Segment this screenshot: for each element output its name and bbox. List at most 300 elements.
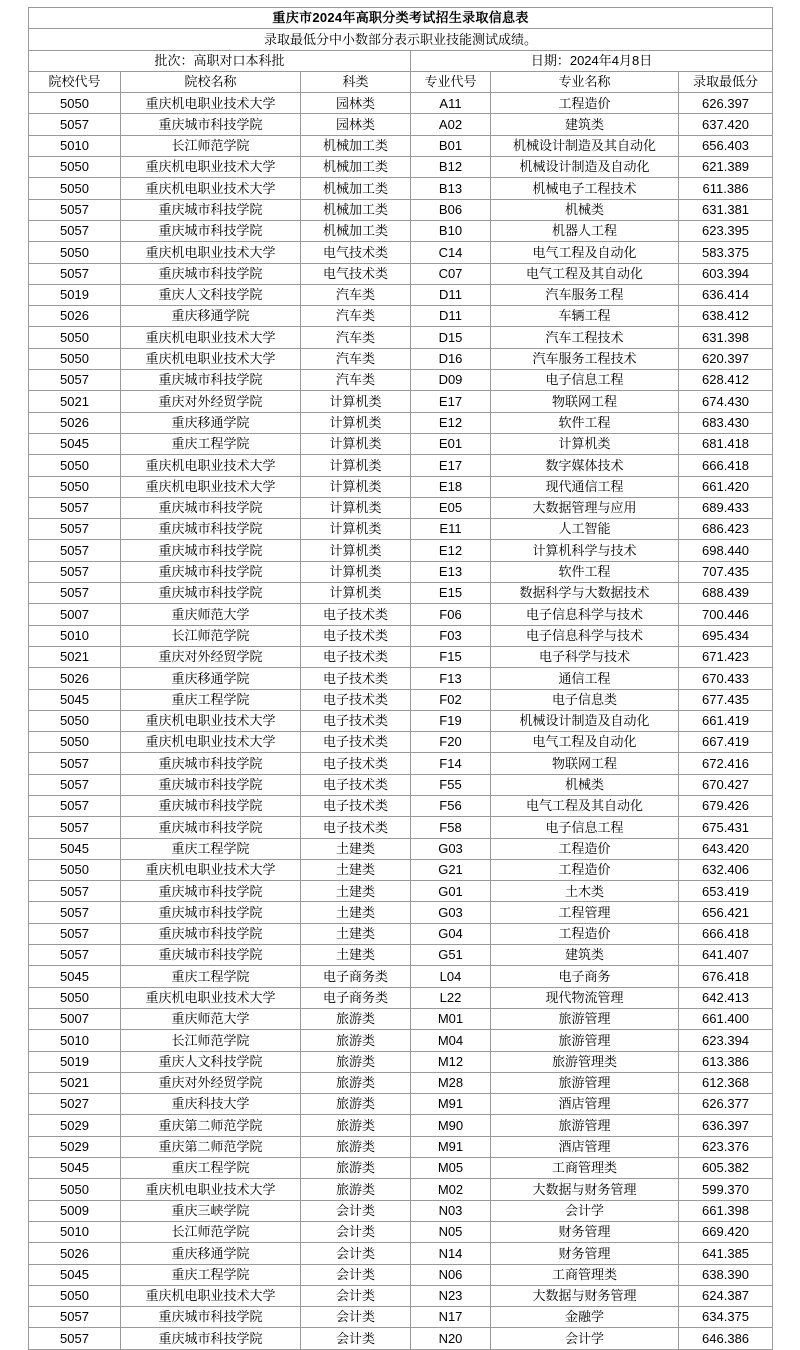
cell-major-name: 酒店管理 — [491, 1094, 679, 1115]
cell-major-code: F20 — [411, 732, 491, 753]
cell-major-code: N14 — [411, 1243, 491, 1264]
cell-major-name: 电气工程及自动化 — [491, 242, 679, 263]
cell-major-code: M04 — [411, 1030, 491, 1051]
table-row — [29, 710, 773, 731]
cell-major-name: 大数据管理与应用 — [491, 497, 679, 518]
cell-school-name: 重庆移通学院 — [121, 306, 301, 327]
cell-category: 电子商务类 — [301, 987, 411, 1008]
cell-major-name: 物联网工程 — [491, 391, 679, 412]
table-row — [29, 838, 773, 859]
cell-major-name: 电子科学与技术 — [491, 646, 679, 667]
table-row — [29, 135, 773, 156]
cell-school-code: 5009 — [29, 1200, 121, 1221]
cell-min-score: 667.419 — [679, 732, 773, 753]
cell-category: 旅游类 — [301, 1008, 411, 1029]
table-row — [29, 732, 773, 753]
cell-major-code: N03 — [411, 1200, 491, 1221]
cell-major-code: E15 — [411, 583, 491, 604]
cell-major-name: 机械设计制造及其自动化 — [491, 135, 679, 156]
cell-school-name: 重庆城市科技学院 — [121, 881, 301, 902]
col-header-school-name[interactable]: 院校名称 — [121, 71, 301, 92]
cell-school-code: 5050 — [29, 732, 121, 753]
cell-school-name: 重庆城市科技学院 — [121, 795, 301, 816]
cell-school-code: 5010 — [29, 1221, 121, 1242]
cell-major-code: M02 — [411, 1179, 491, 1200]
table-row — [29, 114, 773, 135]
cell-major-name: 计算机科学与技术 — [491, 540, 679, 561]
table-row — [29, 519, 773, 540]
cell-major-name: 计算机类 — [491, 433, 679, 454]
table-row — [29, 1221, 773, 1242]
cell-school-code: 5057 — [29, 774, 121, 795]
col-header-category[interactable]: 科类 — [301, 71, 411, 92]
cell-major-code: N17 — [411, 1307, 491, 1328]
cell-major-code: D15 — [411, 327, 491, 348]
cell-major-name: 酒店管理 — [491, 1136, 679, 1157]
cell-school-code: 5050 — [29, 859, 121, 880]
cell-school-code: 5010 — [29, 625, 121, 646]
cell-school-name: 重庆人文科技学院 — [121, 1051, 301, 1072]
cell-min-score: 623.395 — [679, 220, 773, 241]
table-row — [29, 625, 773, 646]
table-row — [29, 476, 773, 497]
cell-school-code: 5021 — [29, 646, 121, 667]
cell-school-name: 重庆工程学院 — [121, 433, 301, 454]
cell-category: 电气技术类 — [301, 263, 411, 284]
cell-school-name: 重庆机电职业技术大学 — [121, 242, 301, 263]
cell-school-code: 5050 — [29, 987, 121, 1008]
cell-school-code: 5057 — [29, 795, 121, 816]
table-row — [29, 987, 773, 1008]
cell-school-code: 5045 — [29, 838, 121, 859]
cell-school-code: 5050 — [29, 348, 121, 369]
cell-major-code: G21 — [411, 859, 491, 880]
cell-major-name: 工商管理类 — [491, 1264, 679, 1285]
cell-category: 电子技术类 — [301, 774, 411, 795]
score-note: 录取最低分中小数部分表示职业技能测试成绩。 — [29, 29, 773, 50]
cell-min-score: 637.420 — [679, 114, 773, 135]
cell-category: 旅游类 — [301, 1179, 411, 1200]
cell-school-code: 5057 — [29, 881, 121, 902]
cell-school-name: 长江师范学院 — [121, 135, 301, 156]
cell-school-name: 重庆城市科技学院 — [121, 220, 301, 241]
cell-major-name: 会计学 — [491, 1328, 679, 1349]
cell-major-name: 大数据与财务管理 — [491, 1285, 679, 1306]
cell-min-score: 670.433 — [679, 668, 773, 689]
cell-school-code: 5057 — [29, 263, 121, 284]
cell-school-code: 5045 — [29, 433, 121, 454]
batch-label: 批次：高职对口本科批 — [29, 50, 411, 71]
cell-major-code: D11 — [411, 284, 491, 305]
cell-category: 旅游类 — [301, 1094, 411, 1115]
cell-school-code: 5057 — [29, 370, 121, 391]
cell-category: 会计类 — [301, 1264, 411, 1285]
cell-min-score: 661.400 — [679, 1008, 773, 1029]
cell-min-score: 707.435 — [679, 561, 773, 582]
cell-major-code: E17 — [411, 455, 491, 476]
cell-min-score: 656.403 — [679, 135, 773, 156]
title-row — [29, 8, 773, 29]
cell-major-name: 机械设计制造及自动化 — [491, 157, 679, 178]
cell-min-score: 623.376 — [679, 1136, 773, 1157]
col-header-school-code[interactable]: 院校代号 — [29, 71, 121, 92]
cell-major-code: E12 — [411, 412, 491, 433]
cell-category: 电子技术类 — [301, 625, 411, 646]
cell-major-code: N20 — [411, 1328, 491, 1349]
cell-category: 机械加工类 — [301, 135, 411, 156]
cell-min-score: 661.420 — [679, 476, 773, 497]
cell-school-name: 重庆机电职业技术大学 — [121, 327, 301, 348]
cell-school-code: 5050 — [29, 1285, 121, 1306]
cell-school-code: 5007 — [29, 1008, 121, 1029]
cell-category: 汽车类 — [301, 348, 411, 369]
cell-school-code: 5019 — [29, 284, 121, 305]
cell-major-name: 旅游管理 — [491, 1030, 679, 1051]
cell-major-code: E01 — [411, 433, 491, 454]
cell-school-name: 重庆城市科技学院 — [121, 519, 301, 540]
cell-min-score: 675.431 — [679, 817, 773, 838]
table-row — [29, 1072, 773, 1093]
cell-school-name: 重庆第二师范学院 — [121, 1115, 301, 1136]
cell-category: 机械加工类 — [301, 157, 411, 178]
col-header-min-score[interactable]: 录取最低分 — [679, 71, 773, 92]
cell-min-score: 677.435 — [679, 689, 773, 710]
cell-major-code: N06 — [411, 1264, 491, 1285]
cell-school-code: 5057 — [29, 1328, 121, 1349]
cell-major-code: M12 — [411, 1051, 491, 1072]
cell-major-code: E18 — [411, 476, 491, 497]
cell-major-name: 工程造价 — [491, 838, 679, 859]
table-row — [29, 497, 773, 518]
table-row — [29, 604, 773, 625]
cell-school-name: 重庆城市科技学院 — [121, 774, 301, 795]
cell-major-code: E12 — [411, 540, 491, 561]
cell-category: 旅游类 — [301, 1030, 411, 1051]
cell-school-name: 重庆对外经贸学院 — [121, 1072, 301, 1093]
cell-school-code: 5029 — [29, 1115, 121, 1136]
cell-major-name: 机器人工程 — [491, 220, 679, 241]
cell-school-code: 5029 — [29, 1136, 121, 1157]
cell-major-code: E13 — [411, 561, 491, 582]
cell-school-code: 5021 — [29, 391, 121, 412]
cell-major-code: F06 — [411, 604, 491, 625]
cell-min-score: 686.423 — [679, 519, 773, 540]
cell-min-score: 613.386 — [679, 1051, 773, 1072]
table-row — [29, 561, 773, 582]
cell-major-code: F13 — [411, 668, 491, 689]
cell-school-code: 5045 — [29, 1264, 121, 1285]
cell-major-name: 现代物流管理 — [491, 987, 679, 1008]
cell-min-score: 628.412 — [679, 370, 773, 391]
cell-min-score: 631.398 — [679, 327, 773, 348]
cell-category: 会计类 — [301, 1243, 411, 1264]
cell-major-code: F56 — [411, 795, 491, 816]
cell-category: 机械加工类 — [301, 199, 411, 220]
cell-school-name: 重庆机电职业技术大学 — [121, 455, 301, 476]
table-row — [29, 817, 773, 838]
date-label: 日期：2024年4月8日 — [411, 50, 773, 71]
cell-major-code: M01 — [411, 1008, 491, 1029]
cell-major-code: F19 — [411, 710, 491, 731]
table-row — [29, 1158, 773, 1179]
cell-major-code: F58 — [411, 817, 491, 838]
cell-major-code: G51 — [411, 945, 491, 966]
table-row — [29, 1307, 773, 1328]
col-header-major-name[interactable]: 专业名称 — [491, 71, 679, 92]
cell-school-name: 重庆城市科技学院 — [121, 263, 301, 284]
table-row — [29, 1051, 773, 1072]
cell-major-name: 汽车服务工程 — [491, 284, 679, 305]
cell-major-name: 金融学 — [491, 1307, 679, 1328]
cell-major-code: E05 — [411, 497, 491, 518]
table-row — [29, 412, 773, 433]
cell-min-score: 681.418 — [679, 433, 773, 454]
table-row — [29, 327, 773, 348]
cell-min-score: 605.382 — [679, 1158, 773, 1179]
cell-category: 土建类 — [301, 945, 411, 966]
cell-major-name: 机械电子工程技术 — [491, 178, 679, 199]
cell-min-score: 666.418 — [679, 923, 773, 944]
cell-major-code: B12 — [411, 157, 491, 178]
cell-major-name: 建筑类 — [491, 945, 679, 966]
cell-min-score: 638.390 — [679, 1264, 773, 1285]
table-header-row — [29, 71, 773, 92]
cell-school-name: 重庆城市科技学院 — [121, 540, 301, 561]
cell-major-name: 工程造价 — [491, 859, 679, 880]
table-row — [29, 263, 773, 284]
cell-min-score: 642.413 — [679, 987, 773, 1008]
cell-category: 电气技术类 — [301, 242, 411, 263]
cell-school-code: 5050 — [29, 93, 121, 114]
cell-category: 电子技术类 — [301, 668, 411, 689]
cell-category: 汽车类 — [301, 306, 411, 327]
cell-category: 电子技术类 — [301, 689, 411, 710]
cell-major-name: 汽车工程技术 — [491, 327, 679, 348]
cell-category: 旅游类 — [301, 1115, 411, 1136]
cell-category: 土建类 — [301, 881, 411, 902]
table-row — [29, 1200, 773, 1221]
cell-major-code: N05 — [411, 1221, 491, 1242]
cell-min-score: 661.398 — [679, 1200, 773, 1221]
cell-category: 电子技术类 — [301, 753, 411, 774]
cell-school-code: 5021 — [29, 1072, 121, 1093]
cell-major-code: F02 — [411, 689, 491, 710]
cell-category: 会计类 — [301, 1328, 411, 1349]
cell-school-name: 重庆城市科技学院 — [121, 497, 301, 518]
cell-category: 计算机类 — [301, 433, 411, 454]
cell-major-code: M91 — [411, 1136, 491, 1157]
cell-major-code: D11 — [411, 306, 491, 327]
cell-school-name: 重庆城市科技学院 — [121, 817, 301, 838]
cell-major-code: F55 — [411, 774, 491, 795]
cell-major-code: G04 — [411, 923, 491, 944]
cell-major-name: 现代通信工程 — [491, 476, 679, 497]
cell-category: 旅游类 — [301, 1158, 411, 1179]
cell-school-name: 重庆机电职业技术大学 — [121, 987, 301, 1008]
cell-min-score: 623.394 — [679, 1030, 773, 1051]
cell-major-code: B06 — [411, 199, 491, 220]
cell-min-score: 695.434 — [679, 625, 773, 646]
cell-school-name: 重庆科技大学 — [121, 1094, 301, 1115]
cell-school-code: 5026 — [29, 306, 121, 327]
cell-min-score: 638.412 — [679, 306, 773, 327]
cell-major-name: 机械类 — [491, 199, 679, 220]
cell-major-code: E17 — [411, 391, 491, 412]
cell-school-code: 5050 — [29, 327, 121, 348]
cell-major-name: 财务管理 — [491, 1243, 679, 1264]
cell-min-score: 656.421 — [679, 902, 773, 923]
cell-major-code: C07 — [411, 263, 491, 284]
table-row — [29, 1264, 773, 1285]
cell-category: 计算机类 — [301, 412, 411, 433]
cell-min-score: 603.394 — [679, 263, 773, 284]
cell-school-name: 重庆城市科技学院 — [121, 753, 301, 774]
table-row — [29, 348, 773, 369]
cell-school-code: 5057 — [29, 902, 121, 923]
cell-school-code: 5045 — [29, 689, 121, 710]
cell-category: 计算机类 — [301, 497, 411, 518]
col-header-major-code[interactable]: 专业代号 — [411, 71, 491, 92]
cell-major-name: 人工智能 — [491, 519, 679, 540]
cell-min-score: 674.430 — [679, 391, 773, 412]
cell-school-name: 重庆工程学院 — [121, 1264, 301, 1285]
cell-category: 计算机类 — [301, 540, 411, 561]
cell-school-name: 重庆机电职业技术大学 — [121, 710, 301, 731]
cell-school-name: 重庆师范大学 — [121, 604, 301, 625]
cell-category: 计算机类 — [301, 583, 411, 604]
cell-min-score: 621.389 — [679, 157, 773, 178]
cell-school-code: 5050 — [29, 476, 121, 497]
cell-min-score: 611.386 — [679, 178, 773, 199]
cell-major-name: 软件工程 — [491, 561, 679, 582]
cell-school-code: 5057 — [29, 583, 121, 604]
table-row — [29, 689, 773, 710]
cell-school-code: 5057 — [29, 220, 121, 241]
table-row — [29, 242, 773, 263]
cell-min-score: 679.426 — [679, 795, 773, 816]
cell-major-name: 车辆工程 — [491, 306, 679, 327]
cell-min-score: 612.368 — [679, 1072, 773, 1093]
cell-major-name: 软件工程 — [491, 412, 679, 433]
table-row — [29, 1328, 773, 1349]
cell-min-score: 583.375 — [679, 242, 773, 263]
cell-major-name: 电子信息科学与技术 — [491, 625, 679, 646]
cell-school-code: 5050 — [29, 242, 121, 263]
page-title: 重庆市2024年高职分类考试招生录取信息表 — [29, 8, 773, 29]
cell-school-code: 5027 — [29, 1094, 121, 1115]
cell-major-name: 数据科学与大数据技术 — [491, 583, 679, 604]
cell-major-name: 电子商务 — [491, 966, 679, 987]
table-row — [29, 178, 773, 199]
cell-category: 电子技术类 — [301, 732, 411, 753]
cell-min-score: 653.419 — [679, 881, 773, 902]
cell-school-code: 5057 — [29, 519, 121, 540]
cell-school-name: 重庆移通学院 — [121, 1243, 301, 1264]
table-row — [29, 668, 773, 689]
cell-category: 计算机类 — [301, 476, 411, 497]
table-row — [29, 923, 773, 944]
cell-min-score: 620.397 — [679, 348, 773, 369]
cell-category: 计算机类 — [301, 391, 411, 412]
cell-major-code: A11 — [411, 93, 491, 114]
cell-min-score: 661.419 — [679, 710, 773, 731]
cell-major-code: M90 — [411, 1115, 491, 1136]
cell-school-name: 重庆对外经贸学院 — [121, 391, 301, 412]
cell-category: 汽车类 — [301, 327, 411, 348]
cell-major-code: G03 — [411, 902, 491, 923]
cell-school-code: 5026 — [29, 668, 121, 689]
cell-school-name: 长江师范学院 — [121, 1030, 301, 1051]
cell-category: 计算机类 — [301, 455, 411, 476]
table-row — [29, 774, 773, 795]
cell-major-name: 工商管理类 — [491, 1158, 679, 1179]
cell-min-score: 599.370 — [679, 1179, 773, 1200]
cell-min-score: 636.414 — [679, 284, 773, 305]
cell-min-score: 646.386 — [679, 1328, 773, 1349]
cell-category: 会计类 — [301, 1285, 411, 1306]
cell-min-score: 641.385 — [679, 1243, 773, 1264]
admission-table — [28, 7, 773, 1350]
table-row — [29, 646, 773, 667]
cell-school-code: 5050 — [29, 1179, 121, 1200]
table-row — [29, 1008, 773, 1029]
cell-school-name: 重庆工程学院 — [121, 966, 301, 987]
cell-major-code: M05 — [411, 1158, 491, 1179]
cell-school-code: 5050 — [29, 157, 121, 178]
table-row — [29, 540, 773, 561]
cell-school-code: 5057 — [29, 753, 121, 774]
cell-school-name: 重庆机电职业技术大学 — [121, 732, 301, 753]
cell-min-score: 641.407 — [679, 945, 773, 966]
cell-category: 电子技术类 — [301, 646, 411, 667]
cell-school-code: 5057 — [29, 561, 121, 582]
cell-category: 土建类 — [301, 902, 411, 923]
cell-school-name: 重庆机电职业技术大学 — [121, 859, 301, 880]
cell-category: 电子技术类 — [301, 795, 411, 816]
cell-school-code: 5007 — [29, 604, 121, 625]
cell-school-name: 重庆机电职业技术大学 — [121, 476, 301, 497]
cell-school-name: 重庆城市科技学院 — [121, 1307, 301, 1328]
cell-school-code: 5057 — [29, 1307, 121, 1328]
cell-min-score: 670.427 — [679, 774, 773, 795]
cell-school-code: 5026 — [29, 1243, 121, 1264]
table-row — [29, 1136, 773, 1157]
cell-major-name: 旅游管理 — [491, 1008, 679, 1029]
cell-school-name: 重庆第二师范学院 — [121, 1136, 301, 1157]
cell-category: 电子技术类 — [301, 604, 411, 625]
table-row — [29, 157, 773, 178]
cell-school-name: 重庆机电职业技术大学 — [121, 157, 301, 178]
cell-school-name: 重庆移通学院 — [121, 412, 301, 433]
cell-school-code: 5045 — [29, 1158, 121, 1179]
cell-category: 计算机类 — [301, 519, 411, 540]
cell-school-name: 重庆城市科技学院 — [121, 902, 301, 923]
cell-school-name: 重庆移通学院 — [121, 668, 301, 689]
cell-major-name: 工程造价 — [491, 93, 679, 114]
cell-major-name: 建筑类 — [491, 114, 679, 135]
table-row — [29, 881, 773, 902]
cell-category: 会计类 — [301, 1221, 411, 1242]
cell-min-score: 626.377 — [679, 1094, 773, 1115]
table-row — [29, 1179, 773, 1200]
cell-major-code: F15 — [411, 646, 491, 667]
cell-major-code: M91 — [411, 1094, 491, 1115]
table-row — [29, 1030, 773, 1051]
cell-school-name: 重庆城市科技学院 — [121, 945, 301, 966]
cell-category: 土建类 — [301, 838, 411, 859]
cell-school-code: 5057 — [29, 497, 121, 518]
cell-major-name: 工程管理 — [491, 902, 679, 923]
